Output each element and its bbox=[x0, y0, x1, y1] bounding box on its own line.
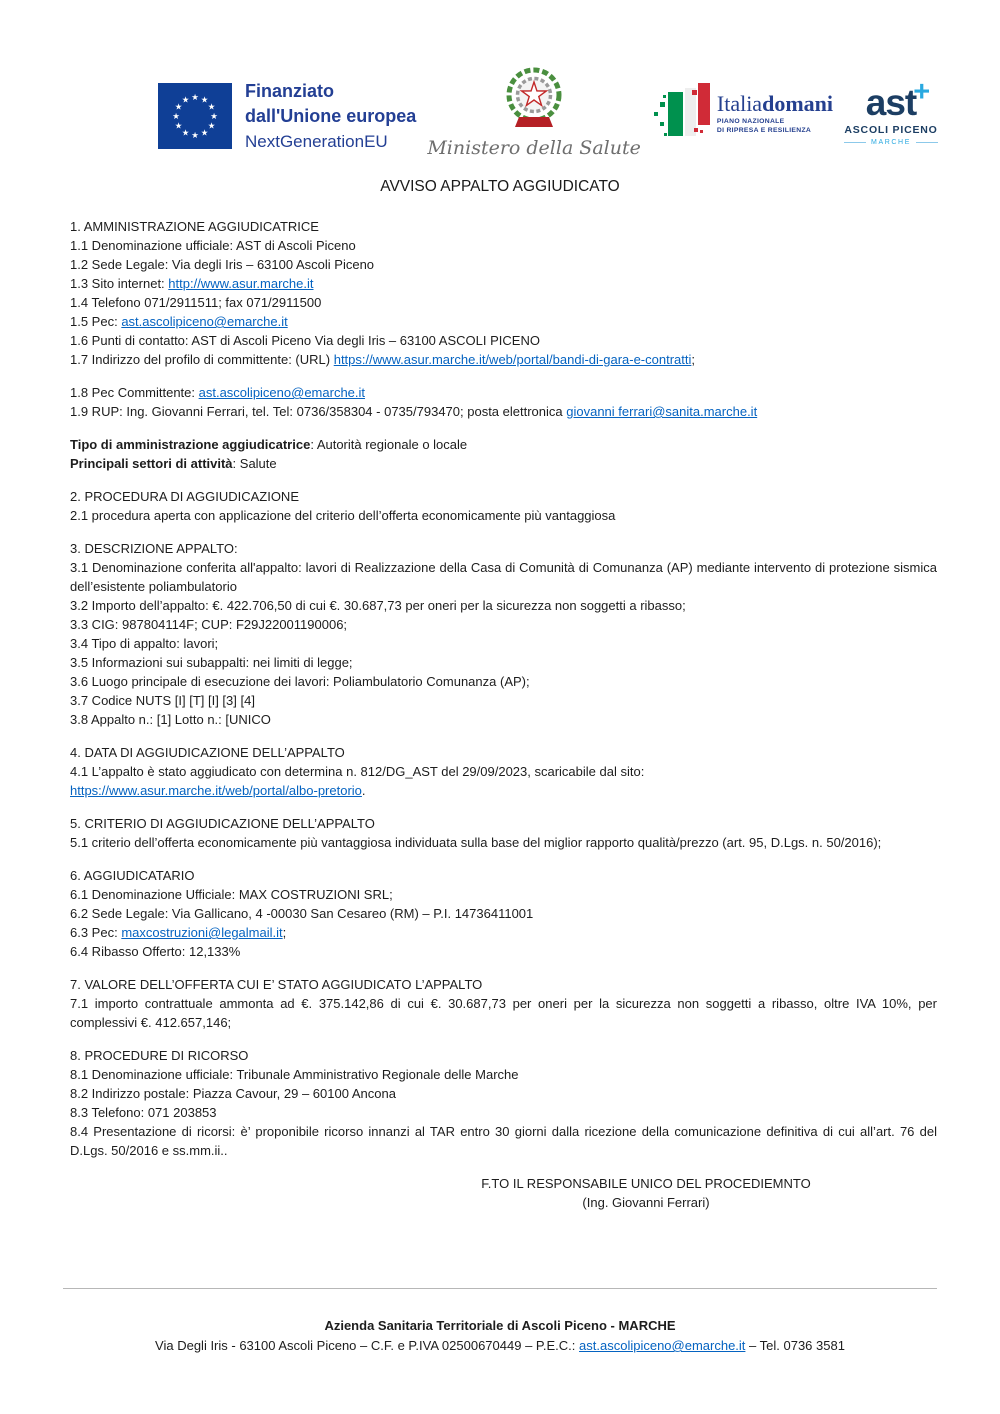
svg-text:★: ★ bbox=[207, 121, 216, 132]
footer-address-pre: Via Degli Iris - 63100 Ascoli Piceno – C.F. e P.IVA 02500670449 – P.E.C.: bbox=[155, 1338, 580, 1353]
hyperlink[interactable]: https://www.asur.marche.it/web/portal/albo-pretorio bbox=[70, 783, 362, 798]
text-segment: 1.6 Punti di contatto: AST di Ascoli Piceno Via degli Iris – 63100 ASCOLI PICENO bbox=[70, 333, 540, 348]
ministero-name: Ministero della Salute bbox=[427, 136, 641, 159]
paragraph bbox=[70, 942, 937, 961]
paragraph bbox=[70, 217, 937, 236]
paragraph bbox=[70, 653, 937, 672]
paragraph bbox=[70, 833, 937, 852]
svg-text:★: ★ bbox=[191, 131, 199, 141]
paragraph bbox=[70, 994, 937, 1032]
eu-funding-logo bbox=[158, 79, 416, 154]
signature-block bbox=[70, 1174, 937, 1212]
text-segment: 6.1 Denominazione Ufficiale: MAX COSTRUZIONI SRL; bbox=[70, 887, 393, 902]
text-segment: . bbox=[361, 783, 366, 798]
paragraph bbox=[70, 1065, 937, 1084]
text-segment: 1.8 Pec Committente: bbox=[70, 385, 199, 400]
text-segment: 3.5 Informazioni sui subappalti: nei limiti di legge; bbox=[70, 655, 353, 670]
text-segment: 2. PROCEDURA DI AGGIUDICAZIONE bbox=[70, 489, 299, 504]
paragraph bbox=[70, 923, 937, 942]
hyperlink[interactable]: http://www.asur.marche.it bbox=[168, 276, 314, 291]
hyperlink[interactable]: giovanni ferrari@sanita.marche.it bbox=[566, 404, 758, 419]
text-segment: 8.2 Indirizzo postale: Piazza Cavour, 29 – 60100 Ancona bbox=[70, 1086, 396, 1101]
ast-wordmark bbox=[865, 76, 930, 123]
paragraph bbox=[70, 1122, 937, 1160]
text-segment: 2.1 procedura aperta con applicazione del criterio dell’offerta economicamente più vantaggiosa bbox=[70, 508, 616, 523]
text-segment: ; bbox=[691, 352, 696, 367]
document-title: AVVISO APPALTO AGGIUDICATO bbox=[380, 178, 620, 195]
text-segment: ; bbox=[282, 925, 287, 940]
paragraph bbox=[70, 236, 937, 255]
italiadomani-logo bbox=[652, 83, 833, 145]
svg-text:★: ★ bbox=[207, 102, 216, 113]
text-segment: 3.4 Tipo di appalto: lavori; bbox=[70, 636, 219, 651]
paragraph bbox=[70, 255, 937, 274]
text-segment: : Salute bbox=[232, 456, 277, 471]
paragraphs bbox=[70, 217, 937, 1160]
paragraph bbox=[70, 402, 937, 421]
dash-right bbox=[916, 142, 938, 143]
eu-text bbox=[245, 79, 416, 154]
dash-left bbox=[844, 142, 866, 143]
paragraph bbox=[70, 1046, 937, 1065]
text-segment: 5. CRITERIO DI AGGIUDICAZIONE DELL’APPALTO bbox=[70, 816, 375, 831]
svg-text:★: ★ bbox=[200, 95, 209, 106]
text-segment: 1. AMMINISTRAZIONE AGGIUDICATRICE bbox=[70, 219, 319, 234]
text-segment: 1.4 Telefono 071/2911511; fax 071/2911500 bbox=[70, 295, 322, 310]
ast-letters: ast bbox=[865, 82, 917, 123]
paragraph bbox=[70, 866, 937, 885]
text-segment: 8.4 Presentazione di ricorsi: è’ proponibile ricorso innanzi al TAR entro 30 giorni dalla ricezione della comunicazione definitiva di cui all’art. 76 del D.Lgs. 50/2016 e ss.mm.ii.. bbox=[70, 1124, 937, 1158]
italian-republic-emblem-icon bbox=[490, 64, 578, 134]
footer-organization: Azienda Sanitaria Territoriale di Ascoli Piceno - MARCHE bbox=[324, 1318, 676, 1333]
footer-address bbox=[63, 1336, 937, 1355]
text-segment: Principali settori di attività bbox=[70, 456, 233, 471]
paragraph bbox=[70, 383, 937, 402]
page-footer bbox=[63, 1288, 937, 1355]
text-segment: 7.1 importo contrattuale ammonta ad €. 375.142,86 di cui €. 30.687,73 per oneri per la sicurezza non soggetti a ribasso, oltre IVA 10%, per complessivi €. 412.657,146; bbox=[70, 996, 937, 1030]
paragraph bbox=[70, 781, 937, 800]
svg-text:★: ★ bbox=[181, 128, 190, 139]
paragraph bbox=[70, 558, 937, 596]
signature-line2: (Ing. Giovanni Ferrari) bbox=[582, 1195, 710, 1210]
plus-icon: + bbox=[913, 76, 930, 108]
paragraph bbox=[70, 274, 937, 293]
ast-logo bbox=[844, 76, 938, 146]
eu-text-line2: dall'Unione europea bbox=[245, 105, 417, 126]
ministero-salute-logo bbox=[427, 64, 641, 159]
italiadomani-text bbox=[717, 93, 833, 135]
paragraph bbox=[70, 691, 937, 710]
text-segment: 1.7 Indirizzo del profilo di committente: (URL) bbox=[70, 352, 334, 367]
paragraph bbox=[70, 454, 937, 473]
paragraph bbox=[70, 1084, 937, 1103]
hyperlink[interactable]: https://www.asur.marche.it/web/portal/bandi-di-gara-e-contratti bbox=[333, 352, 692, 367]
paragraph bbox=[70, 331, 937, 350]
svg-text:★: ★ bbox=[191, 93, 199, 103]
footer-pec-link[interactable]: ast.ascolipiceno@emarche.it bbox=[579, 1338, 746, 1353]
text-segment: Tipo di amministrazione aggiudicatrice bbox=[70, 437, 311, 452]
svg-text:★: ★ bbox=[181, 95, 190, 106]
text-segment: 6. AGGIUDICATARIO bbox=[70, 868, 195, 883]
svg-text:★: ★ bbox=[210, 112, 218, 122]
text-segment: 6.3 Pec: bbox=[70, 925, 122, 940]
paragraph bbox=[70, 506, 937, 525]
text-segment: 6.4 Ribasso Offerto: 12,133% bbox=[70, 944, 241, 959]
document-body bbox=[70, 217, 937, 1212]
italiadomani-wordmark-bold: domani bbox=[762, 91, 833, 116]
text-segment: 1.3 Sito internet: bbox=[70, 276, 169, 291]
text-segment: 4.1 L’appalto è stato aggiudicato con determina n. 812/DG_AST del 29/09/2023, scaricabile dal sito: bbox=[70, 764, 645, 779]
paragraph bbox=[70, 312, 937, 331]
eu-flag-icon bbox=[158, 83, 232, 149]
text-segment: 8.1 Denominazione ufficiale: Tribunale Amministrativo Regionale delle Marche bbox=[70, 1067, 519, 1082]
text-segment: 3. DESCRIZIONE APPALTO: bbox=[70, 541, 238, 556]
paragraph bbox=[70, 435, 937, 454]
svg-text:★: ★ bbox=[172, 112, 180, 122]
text-segment: 3.8 Appalto n.: [1] Lotto n.: [UNICO bbox=[70, 712, 271, 727]
text-segment: 1.1 Denominazione ufficiale: AST di Ascoli Piceno bbox=[70, 238, 356, 253]
paragraph bbox=[70, 634, 937, 653]
ast-city-label: ASCOLI PICENO bbox=[844, 124, 938, 136]
eu-text-line3: NextGenerationEU bbox=[245, 131, 388, 151]
text-segment: : Autorità regionale o locale bbox=[310, 437, 468, 452]
paragraph bbox=[70, 710, 937, 729]
text-segment: 8. PROCEDURE DI RICORSO bbox=[70, 1048, 249, 1063]
hyperlink[interactable]: maxcostruzioni@legalmail.it bbox=[121, 925, 283, 940]
text-segment: 5.1 criterio dell’offerta economicamente più vantaggiosa individuata sulla base del miglior rapporto qualità/prezzo (art. 95, D.Lgs. n. 50/2016); bbox=[70, 835, 882, 850]
text-segment: 3.1 Denominazione conferita all'appalto: lavori di Realizzazione della Casa di Comunità di Comunanza (AP) mediante intervento di protezione sismica dell’esistente poliambulatorio bbox=[70, 560, 937, 594]
italiadomani-wordmark-regular: Italia bbox=[716, 91, 763, 116]
hyperlink[interactable]: ast.ascolipiceno@emarche.it bbox=[121, 314, 288, 329]
paragraph bbox=[70, 975, 937, 994]
ast-region-label: MARCHE bbox=[844, 139, 938, 146]
text-segment: 3.6 Luogo principale di esecuzione dei lavori: Poliambulatorio Comunanza (AP); bbox=[70, 674, 530, 689]
eu-text-line1: Finanziato bbox=[245, 80, 334, 101]
paragraph bbox=[70, 1103, 937, 1122]
paragraph bbox=[70, 885, 937, 904]
paragraph bbox=[70, 293, 937, 312]
svg-text:★: ★ bbox=[174, 102, 183, 113]
paragraph bbox=[70, 615, 937, 634]
paragraph bbox=[70, 814, 937, 833]
pixel-flag-icon bbox=[652, 83, 710, 145]
paragraph bbox=[70, 762, 937, 781]
text-segment: 1.5 Pec: bbox=[70, 314, 122, 329]
text-segment: 3.7 Codice NUTS [I] [T] [I] [3] [4] bbox=[70, 693, 255, 708]
paragraph bbox=[70, 743, 937, 762]
text-segment: 1.9 RUP: Ing. Giovanni Ferrari, tel. Tel: 0736/358304 - 0735/793470; posta elettronica bbox=[70, 404, 567, 419]
pnrr-subtitle-line1: PIANO NAZIONALE bbox=[716, 118, 785, 125]
svg-text:★: ★ bbox=[174, 121, 183, 132]
text-segment: 8.3 Telefono: 071 203853 bbox=[70, 1105, 217, 1120]
text-segment: 4. DATA DI AGGIUDICAZIONE DELL’APPALTO bbox=[70, 745, 345, 760]
page-header bbox=[158, 70, 938, 162]
text-segment: 7. VALORE DELL’OFFERTA CUI E’ STATO AGGIUDICATO L’APPALTO bbox=[70, 977, 483, 992]
signature-line1: F.TO IL RESPONSABILE UNICO DEL PROCEDIEMNTO bbox=[481, 1176, 811, 1191]
text-segment: 3.3 CIG: 987804114F; CUP: F29J22001190006; bbox=[70, 617, 348, 632]
footer-address-post: – Tel. 0736 3581 bbox=[745, 1338, 845, 1353]
svg-text:★: ★ bbox=[200, 128, 209, 139]
paragraph bbox=[70, 596, 937, 615]
paragraph bbox=[70, 904, 937, 923]
text-segment: 3.2 Importo dell’appalto: €. 422.706,50 di cui €. 30.687,73 per oneri per la sicurezza non soggetti a ribasso; bbox=[70, 598, 686, 613]
paragraph bbox=[70, 350, 937, 369]
text-segment: 1.2 Sede Legale: Via degli Iris – 63100 Ascoli Piceno bbox=[70, 257, 375, 272]
paragraph bbox=[70, 539, 937, 558]
pnrr-subtitle-line2: DI RIPRESA E RESILIENZA bbox=[716, 126, 812, 134]
paragraph bbox=[70, 672, 937, 691]
text-segment: 6.2 Sede Legale: Via Gallicano, 4 -00030 San Cesareo (RM) – P.I. 14736411001 bbox=[70, 906, 534, 921]
hyperlink[interactable]: ast.ascolipiceno@emarche.it bbox=[198, 385, 366, 400]
paragraph bbox=[70, 487, 937, 506]
